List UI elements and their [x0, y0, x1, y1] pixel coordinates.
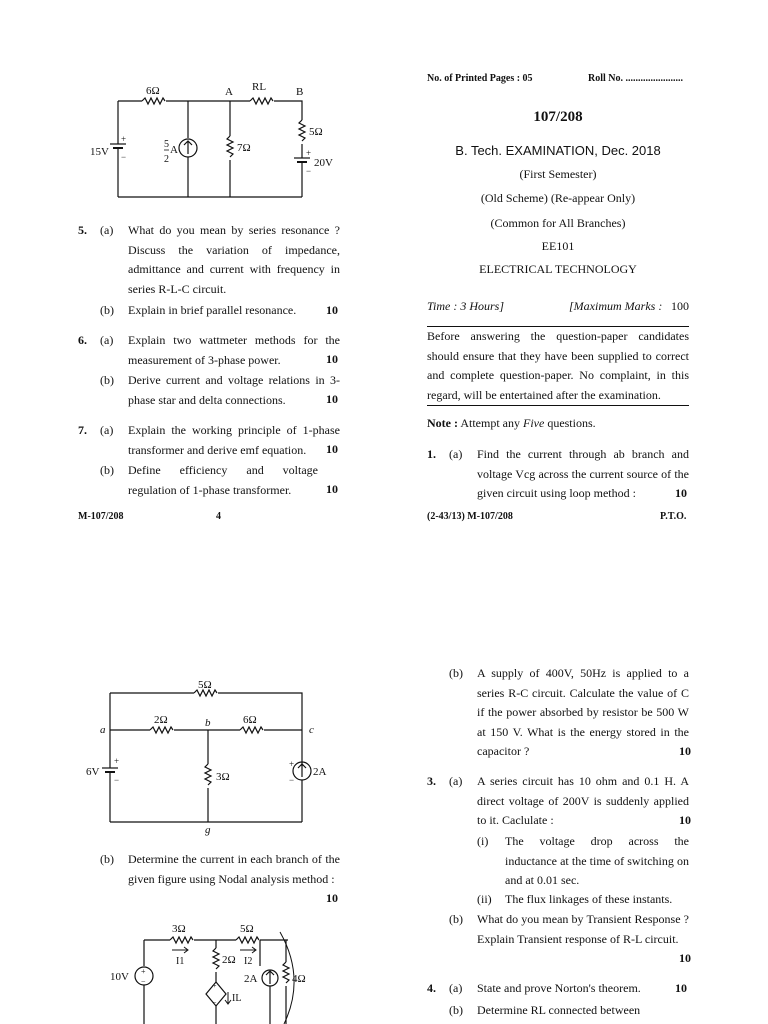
question-text: Explain in brief parallel resonance. — [128, 303, 297, 317]
minus-sign: − — [114, 775, 120, 785]
part-label: (b) — [100, 373, 114, 387]
footer-code: (2-43/13) M-107/208 — [427, 511, 513, 522]
plus-sign: + — [141, 967, 146, 976]
label-6v: 6V — [86, 766, 100, 778]
part-label: (b) — [100, 463, 114, 477]
label-2ohm: 2Ω — [222, 954, 236, 966]
subpart-label: (ii) — [477, 892, 492, 906]
minus-sign: − — [289, 775, 295, 785]
subpart-label: (i) — [477, 834, 489, 848]
question-number: 6. — [78, 333, 87, 347]
part-label: (a) — [100, 423, 114, 437]
minus-sign: − — [141, 977, 146, 986]
source-numerator: 5 — [164, 139, 169, 150]
minus-sign: − — [306, 166, 312, 176]
plus-sign: + — [212, 981, 217, 990]
label-4ohm: 4Ω — [292, 973, 306, 985]
part-label: (a) — [449, 447, 463, 461]
marks: 10 — [326, 891, 338, 905]
node-g-label: g — [205, 824, 211, 836]
question-text: Determine RL connected between — [477, 1003, 641, 1017]
question-2b — [78, 850, 342, 912]
max-marks-label: [Maximum Marks : — [569, 299, 663, 313]
circuit-diagram-dependent-source — [100, 918, 330, 1024]
label-rl: RL — [252, 81, 267, 93]
part-label: (b) — [100, 852, 114, 866]
node-a-label: A — [225, 86, 233, 98]
question-text: A supply of 400V, 50Hz is applied to a series R-C circuit. Calculate the value of C if the power absorbed by resistor be 500 W at 150 V. What is the energy stored in the capacitor ? — [477, 666, 689, 758]
note-emphasis: Five — [522, 416, 545, 430]
marks: 10 — [326, 352, 338, 366]
footer-pto: P.T.O. — [660, 511, 687, 522]
label-2a: 2A — [244, 973, 258, 985]
questions-5-to-7 — [78, 221, 342, 521]
node-c-label: c — [309, 724, 314, 736]
label-3ohm: 3Ω — [172, 923, 186, 935]
label-3ohm: 3Ω — [216, 771, 230, 783]
label-20v: 20V — [314, 157, 333, 169]
question-number: 7. — [78, 423, 87, 437]
circuit-diagram-top — [80, 78, 350, 202]
plus-sign: + — [121, 134, 127, 144]
marks: 10 — [675, 484, 687, 504]
question-number: 5. — [78, 223, 87, 237]
current-il-label: IL — [232, 993, 242, 1004]
question-number: 4. — [427, 981, 436, 995]
plus-sign: + — [114, 756, 120, 766]
time-duration: Time : 3 Hours] — [427, 299, 505, 313]
questions-2b-to-4 — [427, 664, 691, 1024]
question-text: Define efficiency and voltage regulation of 1-phase transformer. — [128, 463, 318, 497]
node-b-label: B — [296, 86, 304, 98]
plus-sign: + — [306, 148, 312, 158]
footer-code: M-107/208 — [78, 511, 124, 522]
common-branches: (Common for All Branches) — [490, 216, 626, 230]
minus-sign: − — [212, 998, 217, 1007]
current-i2-label: I2 — [244, 956, 253, 967]
question-number: 1. — [427, 447, 436, 461]
question-text: Explain two wattmeter methods for the measurement of 3-phase power. — [128, 333, 340, 367]
part-label: (a) — [449, 774, 463, 788]
label-6ohm: 6Ω — [243, 714, 257, 726]
current-i1-label: I1 — [176, 956, 185, 967]
part-label: (a) — [100, 223, 114, 237]
label-10v: 10V — [110, 971, 129, 983]
question-text: What do you mean by Transient Response ? Explain Transient response of R-L circuit. — [477, 912, 689, 946]
node-b-label: b — [205, 717, 211, 729]
marks: 10 — [326, 442, 338, 456]
plus-sign: + — [289, 759, 295, 769]
question-text: The voltage drop across the inductance at the time of switching on and at 0.01 sec. — [505, 834, 689, 887]
note-label: Note : — [427, 416, 458, 430]
scheme: (Old Scheme) (Re-appear Only) — [480, 191, 636, 205]
part-label: (b) — [449, 1003, 463, 1017]
label-6ohm: 6Ω — [146, 85, 160, 97]
max-marks: 100 — [671, 299, 689, 313]
part-label: (b) — [449, 912, 463, 926]
marks: 10 — [675, 949, 691, 969]
node-a-label: a — [100, 724, 106, 736]
question-text: Find the current through ab branch and voltage Vcg across the current source of the given circuit using loop method : — [477, 447, 689, 500]
course-name: ELECTRICAL TECHNOLOGY — [479, 262, 637, 276]
note — [427, 416, 596, 431]
label-2a: 2A — [313, 766, 327, 778]
label-5ohm: 5Ω — [309, 126, 323, 138]
question-text: Explain the working principle of 1-phase transformer and derive emf equation. — [128, 423, 340, 457]
marks: 10 — [326, 303, 338, 317]
question-text: What do you mean by series resonance ? Discuss the variation of impedance, admittance and current with frequency in series R-L-C circuit. — [128, 223, 340, 296]
divider — [427, 405, 689, 406]
question-text: A series circuit has 10 ohm and 0.1 H. A direct voltage of 200V is suddenly applied to it. Caclulate : — [477, 774, 689, 827]
course-code: EE101 — [541, 239, 575, 253]
marks: 10 — [675, 981, 687, 995]
question-text: The flux linkages of these instants. — [505, 892, 673, 906]
marks: 10 — [326, 392, 338, 406]
part-label: (b) — [449, 666, 463, 680]
printed-pages: No. of Printed Pages : 05 — [427, 73, 533, 84]
source-unit: A — [170, 144, 178, 156]
paper-code: 107/208 — [533, 109, 583, 125]
question-text: Determine the current in each branch of the given figure using Nodal analysis method : — [128, 852, 340, 886]
note-text: Attempt any — [460, 416, 520, 430]
part-label: (a) — [449, 981, 463, 995]
note-text: questions. — [547, 416, 596, 430]
part-label: (b) — [100, 303, 114, 317]
marks: 10 — [675, 742, 691, 762]
label-5ohm: 5Ω — [240, 923, 254, 935]
label-5ohm: 5Ω — [198, 679, 212, 691]
label-2ohm: 2Ω — [154, 714, 168, 726]
instructions: Before answering the question-paper candidates should ensure that they have been supplied to correct and complete question-paper. No complaint, in this regard, will be entertained after the examination. — [427, 329, 689, 402]
part-label: (a) — [100, 333, 114, 347]
marks: 10 — [326, 482, 338, 496]
question-number: 3. — [427, 774, 436, 788]
semester: (First Semester) — [519, 167, 597, 181]
circuit-diagram-nodal — [80, 676, 350, 836]
exam-title: B. Tech. EXAMINATION, Dec. 2018 — [455, 143, 661, 158]
roll-number: Roll No. ....................... — [588, 73, 683, 84]
label-7ohm: 7Ω — [237, 142, 251, 154]
footer-page-number: 4 — [216, 511, 221, 522]
question-1 — [427, 445, 691, 507]
source-denominator: 2 — [164, 154, 169, 165]
label-15v: 15V — [90, 146, 109, 158]
marks: 10 — [675, 811, 691, 831]
question-text: Derive current and voltage relations in 3-phase star and delta connections. — [128, 373, 340, 407]
minus-sign: − — [121, 152, 127, 162]
question-text: State and prove Norton's theorem. — [477, 981, 641, 995]
